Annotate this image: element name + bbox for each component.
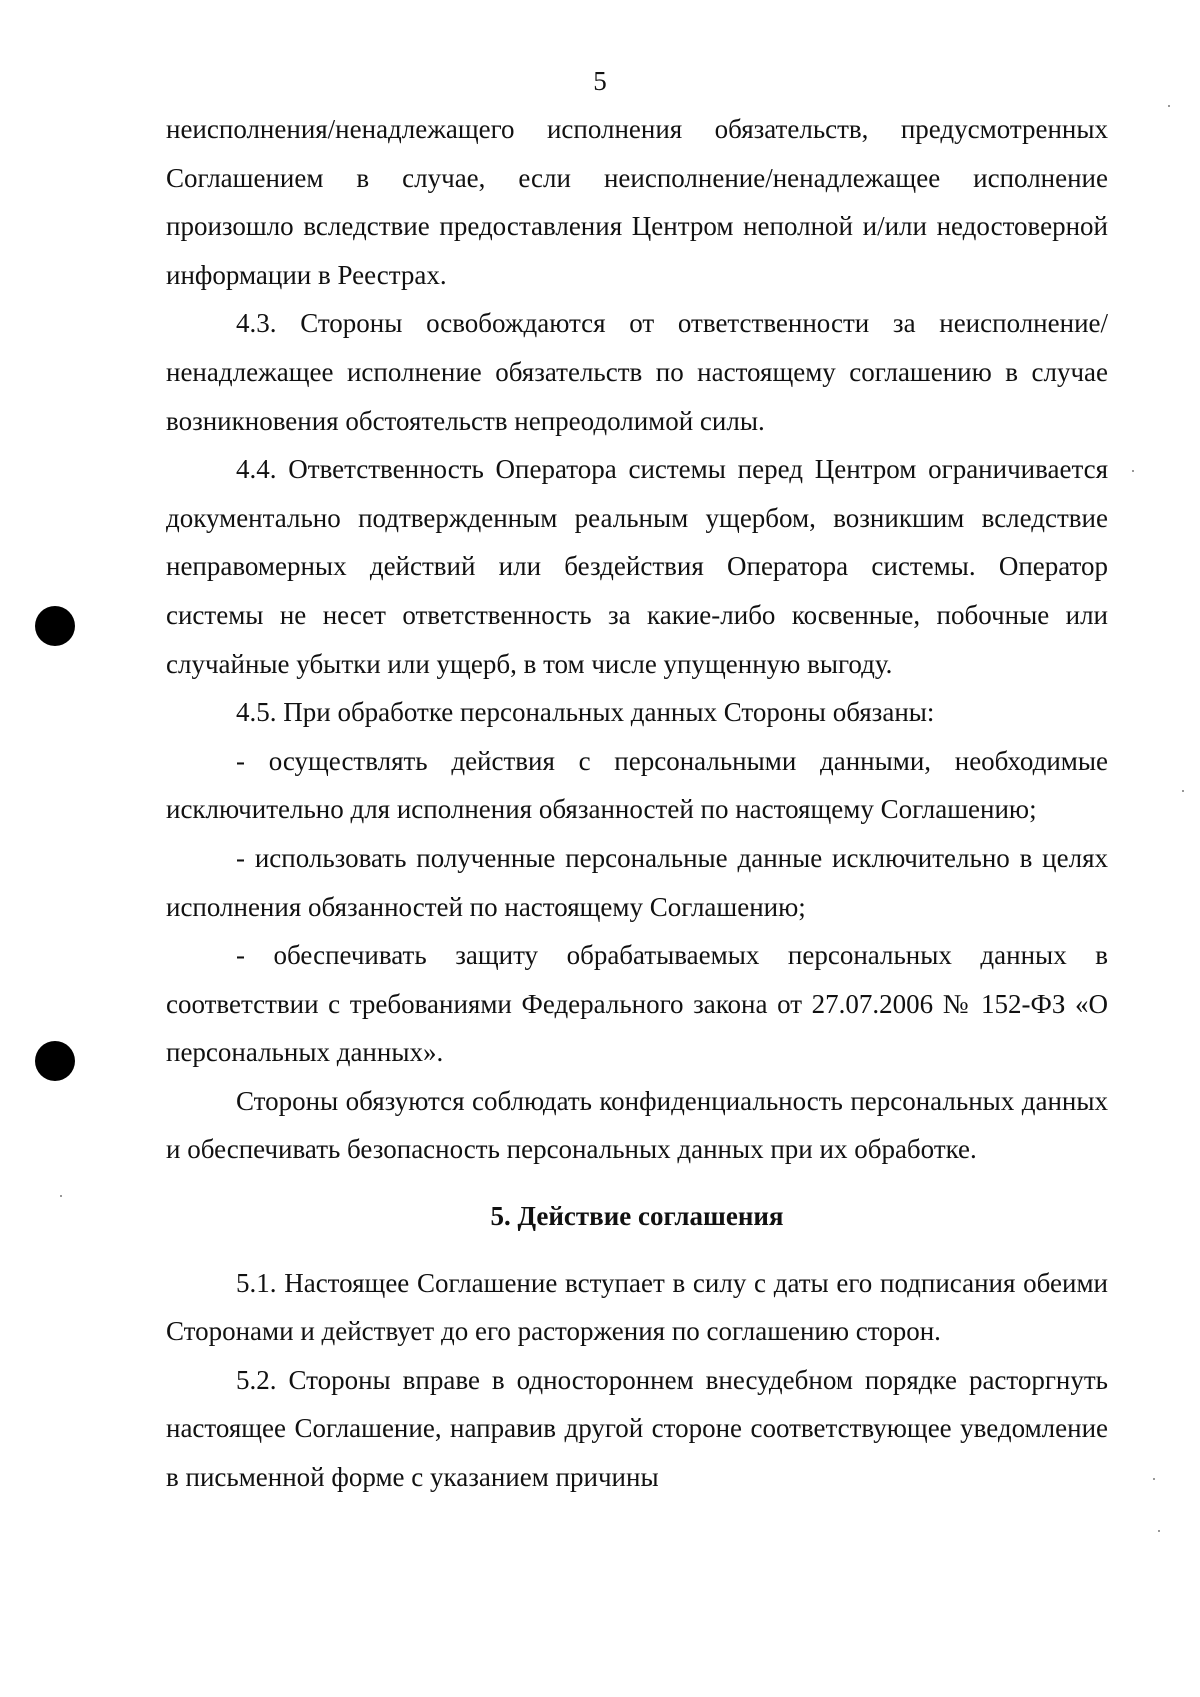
scan-speck — [1158, 1530, 1160, 1532]
punch-hole-mark — [35, 606, 75, 646]
list-item: - осуществлять действия с персональными данными, необходимые исключительно для исполнения обязанностей по настоящему Соглашению; — [166, 745, 1108, 825]
scan-speck — [1153, 1478, 1155, 1480]
punch-hole-mark — [35, 1041, 75, 1081]
scan-speck — [1168, 105, 1170, 107]
paragraph-continuation: неисполнения/ненадлежащего исполнения обязательств, предусмотренных Соглашением в случае, если неисполнение/ненадлежащее исполнение произошло вследствие предоставления Центром неполной и/или недостоверной информации в Реестрах. — [166, 114, 1108, 290]
paragraph-5-2: 5.2. Стороны вправе в одностороннем внесудебном порядке расторгнуть настоящее Соглашение, направив другой стороне соответствующее уведомление в письменной форме с указанием причины — [166, 1364, 1108, 1493]
paragraph-4-3: 4.3. Стороны освобождаются от ответственности за неисполнение/ненадлежащее исполнение обязательств по настоящему соглашению в случае возникновения обстоятельств непреодолимой силы. — [166, 308, 1108, 436]
scan-speck — [1182, 790, 1184, 792]
paragraph-5-1: 5.1. Настоящее Соглашение вступает в силу с даты его подписания обеими Сторонами и действует до его расторжения по соглашению сторон. — [166, 1267, 1108, 1347]
document-body — [166, 105, 1108, 1502]
scan-speck — [1132, 470, 1134, 472]
page-number: 5 — [593, 66, 607, 96]
list-item: - использовать полученные персональные данные исключительно в целях исполнения обязанностей по настоящему Соглашению; — [166, 842, 1108, 922]
paragraph-confidentiality: Стороны обязуются соблюдать конфиденциальность персональных данных и обеспечивать безопасность персональных данных при их обработке. — [166, 1085, 1108, 1165]
paragraph-4-5: 4.5. При обработке персональных данных Стороны обязаны: — [236, 697, 935, 728]
list-item: - обеспечивать защиту обрабатываемых персональных данных в соответствии с требованиями Федерального закона от 27.07.2006 № 152-ФЗ «О персональных данных». — [166, 940, 1108, 1068]
paragraph-4-4: 4.4. Ответственность Оператора системы перед Центром ограничивается документально подтвержденным реальным ущербом, возникшим вследствие неправомерных действий или бездействия Оператора системы. Оператор системы не несет ответственность за какие-либо косвенные, побочные или случайные убытки или ущерб, в том числе упущенную выгоду. — [166, 454, 1108, 679]
scan-speck — [60, 1195, 62, 1197]
section-heading: 5. Действие соглашения — [490, 1201, 784, 1232]
